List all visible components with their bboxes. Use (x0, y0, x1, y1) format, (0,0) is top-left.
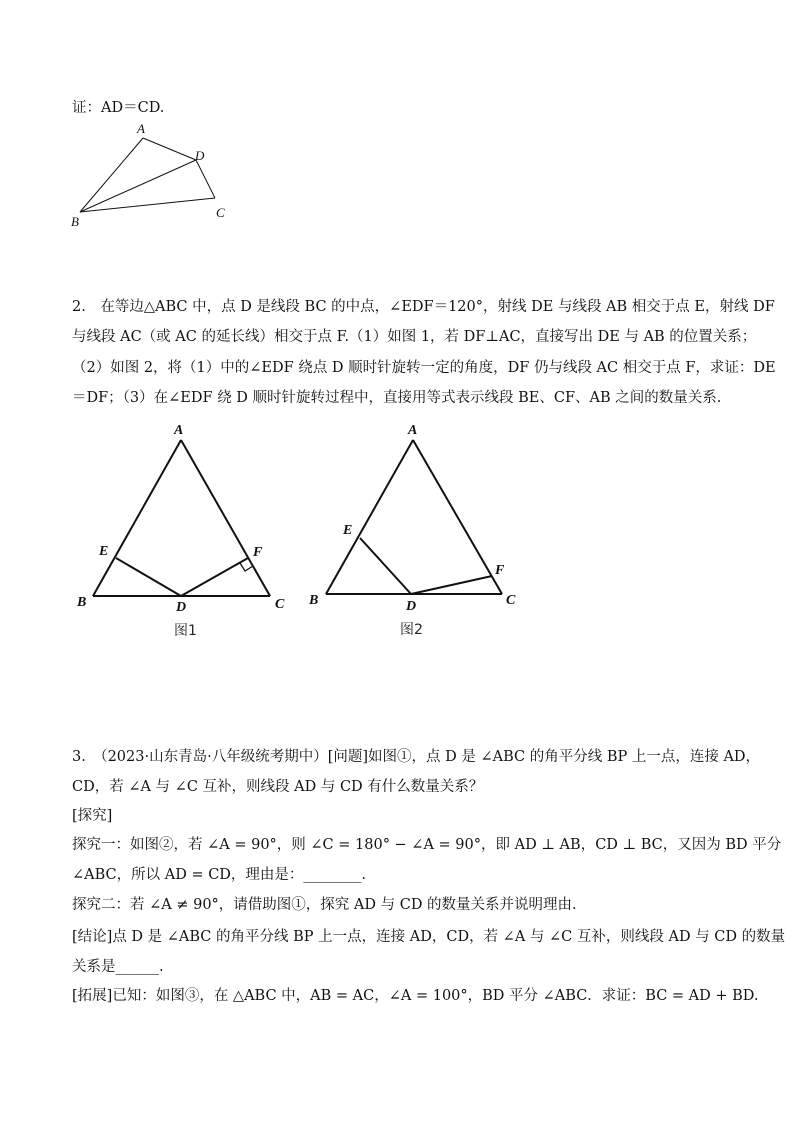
fig1-label-D: D (176, 600, 187, 615)
q1-label-A: A (137, 121, 145, 136)
fig1-segment-DE (116, 558, 181, 596)
fig2-label-C: C (506, 593, 516, 608)
fig2-side-AB (326, 440, 413, 594)
fig1-label-A: A (174, 423, 184, 438)
q1-label-B: B (71, 214, 79, 229)
fig2-caption: 图2 (400, 622, 423, 638)
fig2-label-F: F (495, 563, 505, 578)
q1-label-D: D (195, 148, 205, 163)
segment-BA (80, 138, 143, 212)
fig2-label-A: A (408, 423, 418, 438)
fig1-label-B: B (77, 595, 87, 610)
q2-line-3: （2）如图 2，将（1）中的∠EDF 绕点 D 顺时针旋转一定的角度，DF 仍与线段 AC 相交于点 F，求证：DE (72, 360, 776, 376)
fig1-caption: 图1 (174, 623, 197, 639)
segment-BD (80, 160, 196, 212)
fig1-side-AB (93, 440, 181, 596)
q2-line-1: 2. 在等边△ABC 中，点 D 是线段 BC 的中点，∠EDF＝120°，射线 DE 与线段 AB 相交于点 E，射线 DF (72, 299, 775, 315)
segment-DC (196, 160, 215, 198)
fig1-label-C: C (275, 597, 285, 612)
q3-line-2: CD，若 ∠A 与 ∠C 互补，则线段 AD 与 CD 有什么数量关系？ (72, 779, 484, 795)
segment-AD (143, 138, 196, 160)
fig2-side-AC (413, 440, 502, 594)
q3-line-5: ∠ABC，所以 AD = CD，理由是：________. (72, 867, 367, 883)
fig2-segment-DE (360, 538, 411, 594)
fig1-triangle (93, 440, 270, 596)
fig2-triangle (326, 440, 502, 594)
fig2-label-B: B (309, 593, 319, 608)
fig1-side-AC (181, 440, 270, 596)
q1-label-C: C (216, 205, 225, 220)
fig2-label-D: D (406, 599, 417, 614)
q3-line-3: [探究] (72, 808, 113, 824)
q2-line-2: 与线段 AC（或 AC 的延长线）相交于点 F.（1）如图 1，若 DF⊥AC，直接写出 DE 与 AB 的位置关系； (72, 329, 757, 345)
q3-line-6: 探究二：若 ∠A ≠ 90°，请借助图①，探究 AD 与 CD 的数量关系并说明理由. (72, 897, 577, 913)
q3-line-1: 3. （2023·山东青岛·八年级统考期中）[问题]如图①，点 D 是 ∠ABC 的角平分线 BP 上一点，连接 AD， (72, 749, 761, 765)
q3-line-7: [结论]点 D 是 ∠ABC 的角平分线 BP 上一点，连接 AD，CD，若 ∠A 与 ∠C 互补，则线段 AD 与 CD 的数量 (72, 929, 786, 945)
segment-BC (80, 198, 215, 212)
q2-line-4: ＝DF；（3）在∠EDF 绕 D 顺时针旋转过程中，直接用等式表示线段 BE、CF、AB 之间的数量关系. (72, 390, 722, 406)
fig2-label-E: E (343, 523, 353, 538)
q3-line-4: 探究一：如图②，若 ∠A = 90°，则 ∠C = 180° − ∠A = 90°，即 AD ⊥ AB，CD ⊥ BC，又因为 BD 平分 (72, 837, 782, 853)
q3-line-9: [拓展]已知：如图③，在 △ABC 中，AB = AC，∠A = 100°，BD 平分 ∠ABC．求证：BC = AD + BD. (72, 988, 759, 1004)
q1-proof-statement: 证：AD＝CD. (72, 100, 165, 116)
fig2-segment-DF (411, 576, 492, 594)
q3-line-8: 关系是______. (72, 959, 164, 975)
fig1-segment-DF (181, 558, 248, 596)
fig1-label-F: F (253, 545, 263, 560)
fig1-label-E: E (99, 544, 109, 559)
